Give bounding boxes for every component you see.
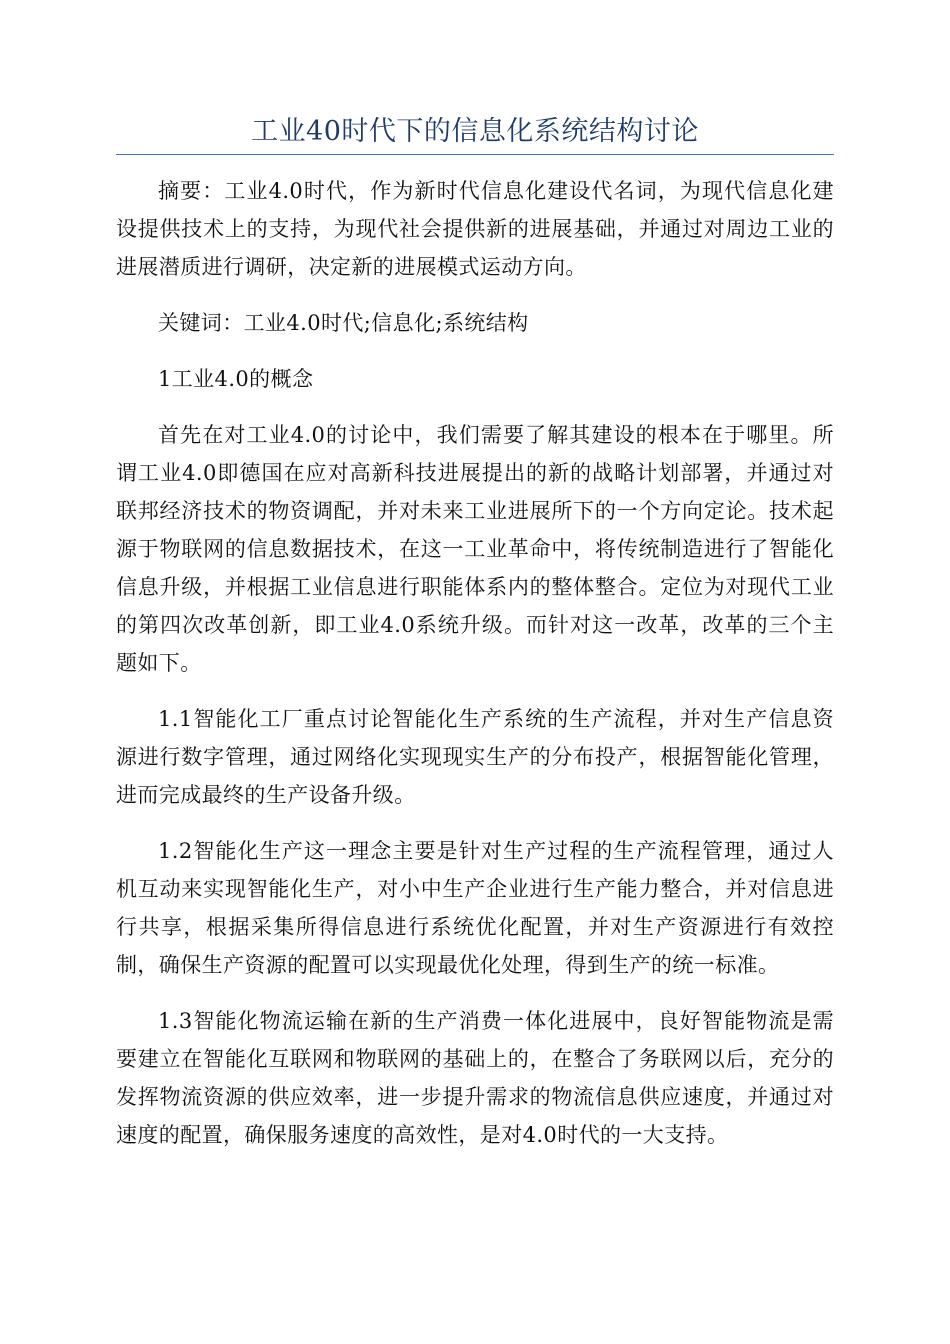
abstract-paragraph: 摘要：工业4.0时代，作为新时代信息化建设代名词，为现代信息化建设提供技术上的支持，为现代社会提供新的进展基础，并通过对周边工业的进展潜质进行调研，决定新的进展模式运动方向。 <box>116 179 834 279</box>
section-heading-1: 1工业4.0的概念 <box>158 367 314 391</box>
keywords-paragraph: 关键词：工业4.0时代;信息化;系统结构 <box>158 311 529 335</box>
title-underline <box>116 154 834 155</box>
subsection-paragraph-1-1: 1.1智能化工厂重点讨论智能化生产系统的生产流程，并对生产信息资源进行数字管理，通过网络化实现现实生产的分布投产，根据智能化管理，进而完成最终的生产设备升级。 <box>116 707 834 807</box>
subsection-paragraph-1-2: 1.2智能化生产这一理念主要是针对生产过程的生产流程管理，通过人机互动来实现智能化生产，对小中生产企业进行生产能力整合，并对信息进行共享，根据采集所得信息进行系统优化配置，并对生产资源进行有效控制，确保生产资源的配置可以实现最优化处理，得到生产的统一标准。 <box>116 839 834 977</box>
body-paragraph: 首先在对工业4.0的讨论中，我们需要了解其建设的根本在于哪里。所谓工业4.0即德国在应对高新科技进展提出的新的战略计划部署，并通过对联邦经济技术的物资调配，并对未来工业进展所下的一个方向定论。技术起源于物联网的信息数据技术，在这一工业革命中，将传统制造进行了智能化信息升级，并根据工业信息进行职能体系内的整体整合。定位为对现代工业的第四次改革创新，即工业4.0系统升级。而针对这一改革，改革的三个主题如下。 <box>116 423 834 675</box>
subsection-paragraph-1-3: 1.3智能化物流运输在新的生产消费一体化进展中，良好智能物流是需要建立在智能化互联网和物联网的基础上的，在整合了务联网以后，充分的发挥物流资源的供应效率，进一步提升需求的物流信息供应速度，并通过对速度的配置，确保服务速度的高效性，是对4.0时代的一大支持。 <box>116 1009 834 1147</box>
document-title: 工业40时代下的信息化系统结构讨论 <box>251 116 699 147</box>
document-body <box>116 172 834 1172</box>
